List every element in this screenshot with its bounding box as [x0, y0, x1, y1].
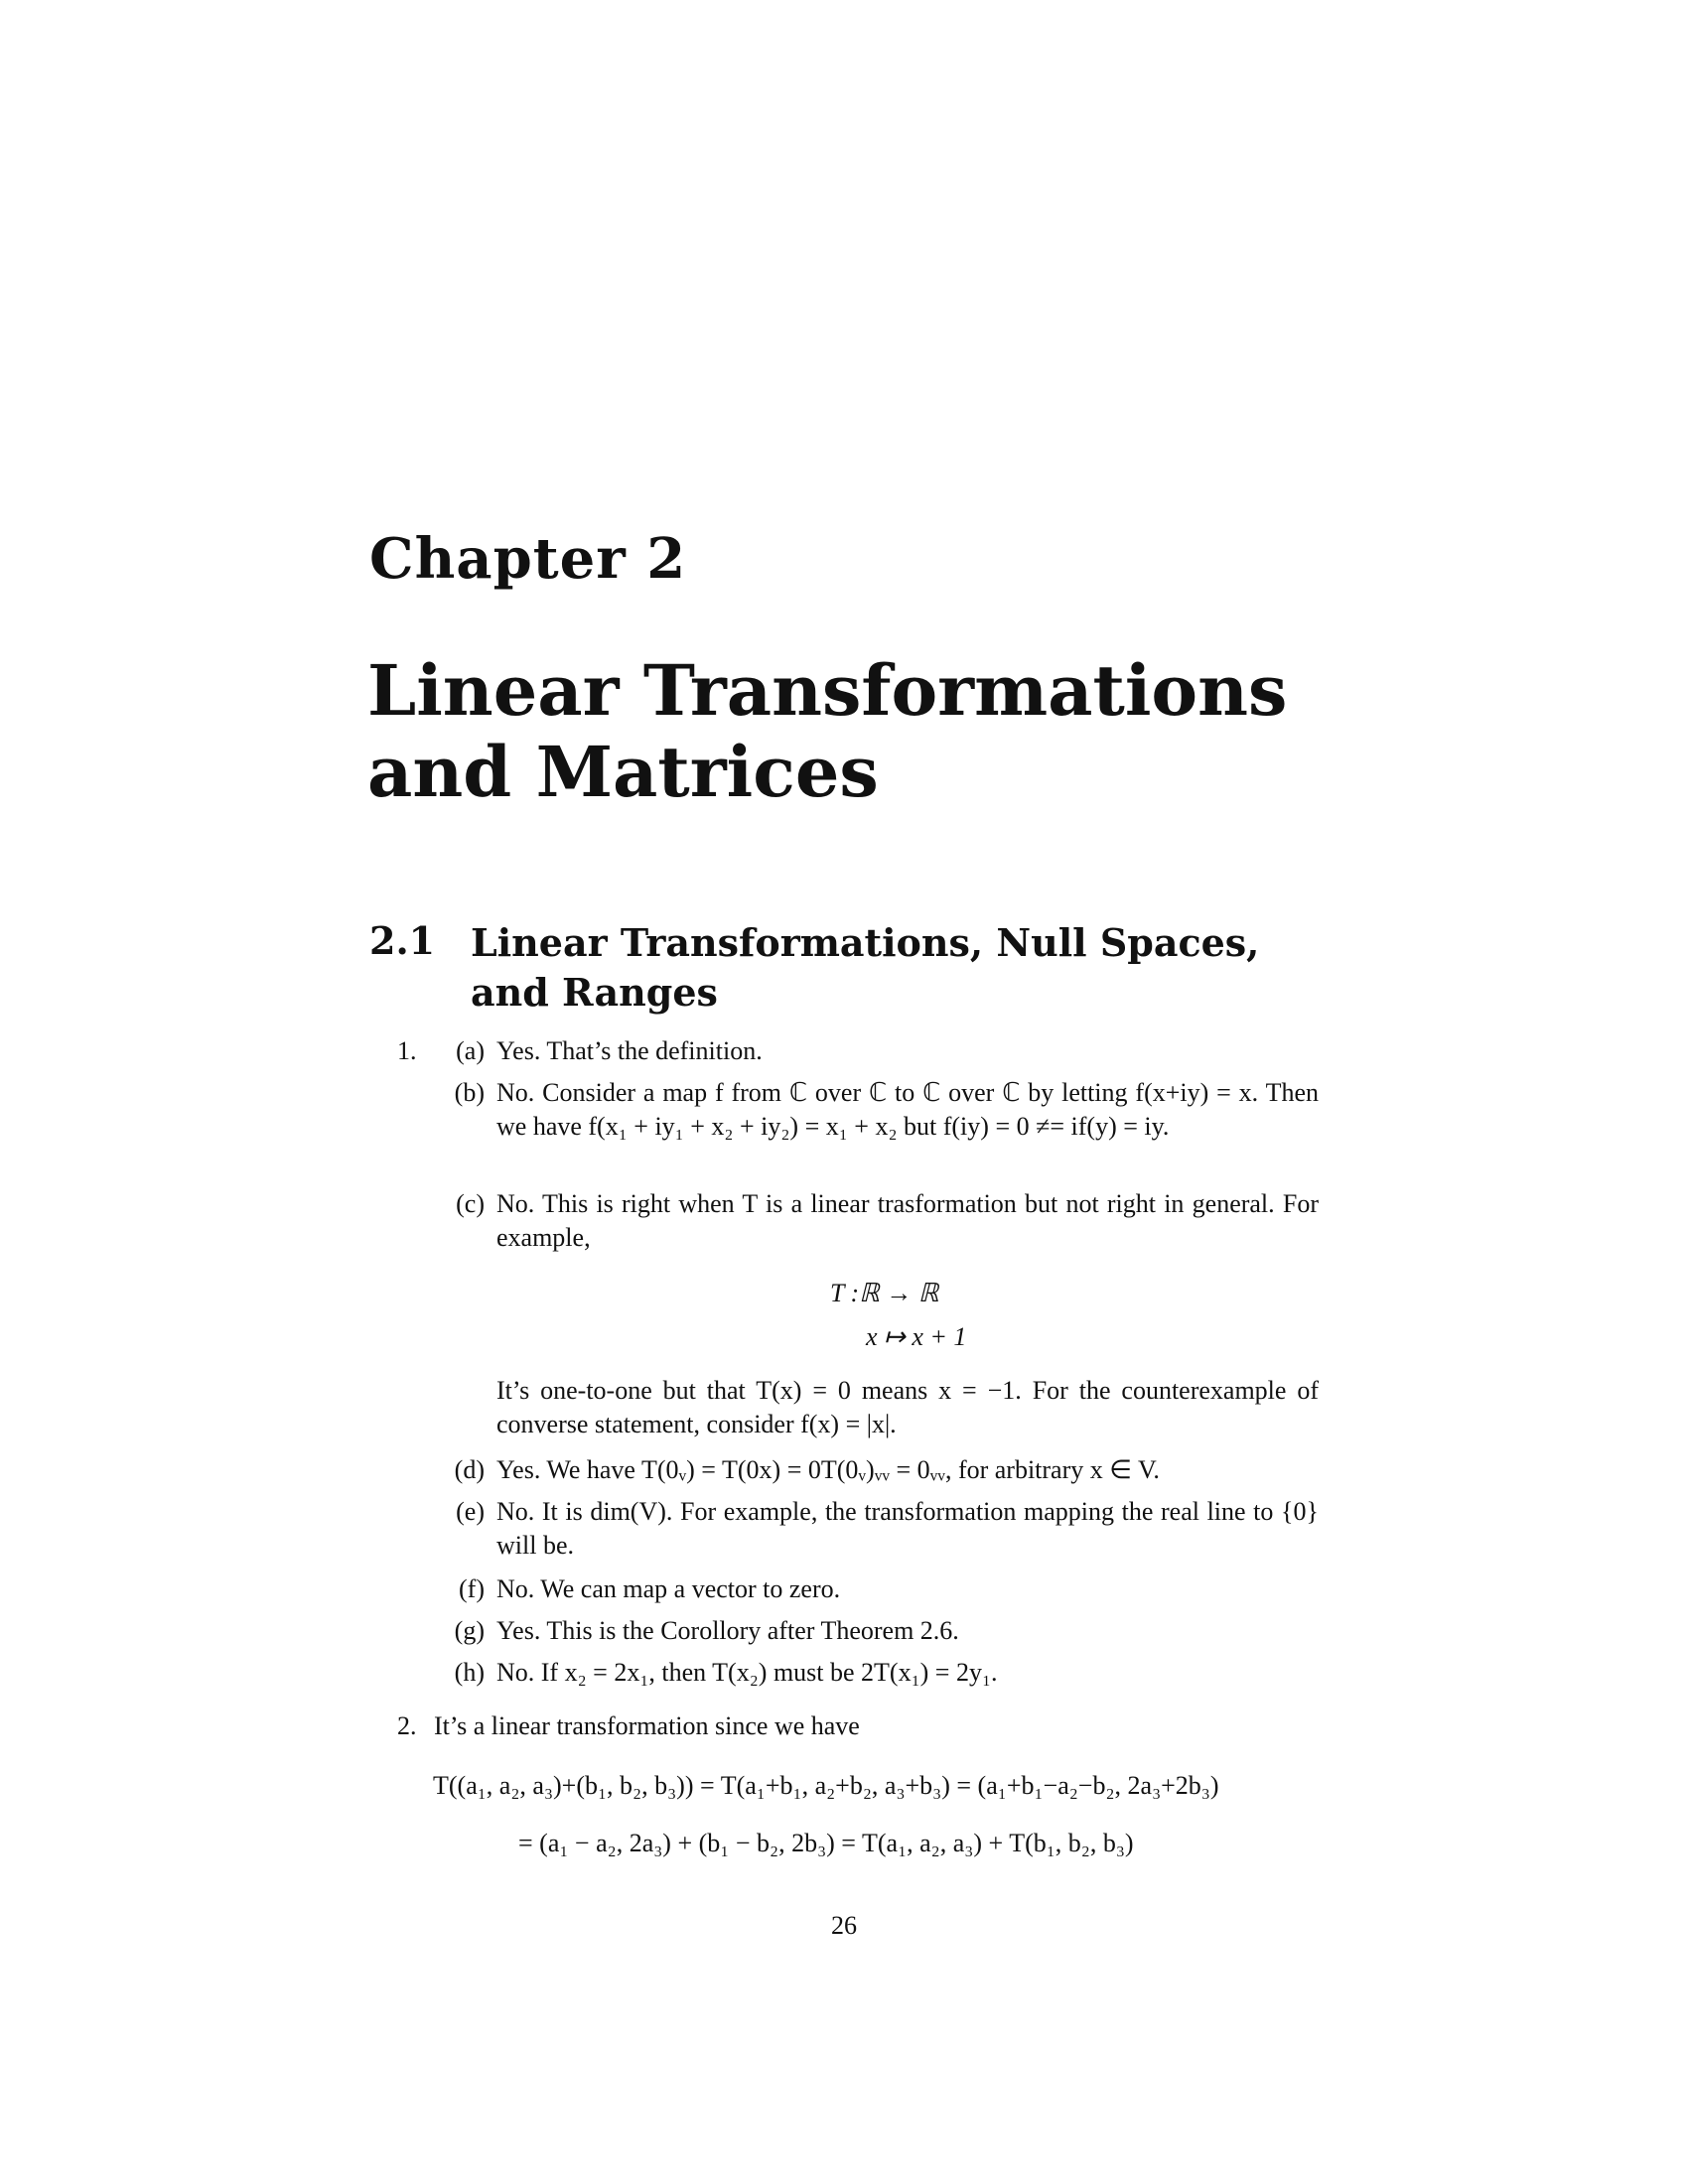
section-title: Linear Transformations, Null Spaces, and Ranges: [471, 920, 1260, 1015]
item-text: No. Consider a map f from ℂ over ℂ to ℂ over ℂ by letting f(x+iy) = x. Then we have f(x₁ + iy₁ + x₂ + iy₂) = x₁ + x₂ but f(iy) = 0 ≠= if(y) = iy.: [496, 1078, 1319, 1141]
page-number: 26: [831, 1911, 857, 1940]
item-label: (a): [456, 1036, 485, 1065]
equation-line-1: T((a₁, a₂, a₃)+(b₁, b₂, b₃)) = T(a₁+b₁, a₂+b₂, a₃+b₃) = (a₁+b₁−a₂−b₂, 2a₃+2b₃): [433, 1771, 1219, 1800]
problem-1-number: 1.: [397, 1036, 417, 1065]
item-label: (c): [456, 1189, 485, 1218]
display-math-rule: x ↦ x + 1: [866, 1322, 967, 1351]
item-text: Yes. We have T(0ᵥ) = T(0x) = 0T(0ᵥ)ᵥᵥ = 0ᵥᵥ, for arbitrary x ∈ V.: [496, 1455, 1160, 1484]
item-text: Yes. This is the Corollory after Theorem 2.6.: [496, 1616, 959, 1645]
item-text: Yes. That’s the definition.: [496, 1036, 763, 1065]
section-number: 2.1: [369, 918, 436, 963]
item-label: (f): [459, 1574, 485, 1603]
item-label: (d): [454, 1455, 485, 1484]
display-math-map: T :ℝ → ℝ: [830, 1279, 939, 1307]
problem-2-text: It’s a linear transformation since we have: [434, 1711, 860, 1740]
chapter-title: Linear Transformations and Matrices: [367, 649, 1288, 813]
item-text-continued: It’s one-to-one but that T(x) = 0 means x = −1. For the counterexample of converse statement, consider f(x) = |x|.: [496, 1376, 1319, 1438]
item-text: No. We can map a vector to zero.: [496, 1574, 841, 1603]
item-text: No. It is dim(V). For example, the transformation mapping the real line to {0} will be.: [496, 1497, 1319, 1560]
item-label: (g): [454, 1616, 485, 1645]
item-text: No. If x₂ = 2x₁, then T(x₂) must be 2T(x₁) = 2y₁.: [496, 1658, 998, 1687]
item-label: (h): [454, 1658, 485, 1687]
chapter-label: Chapter 2: [369, 526, 687, 592]
equation-line-2: = (a₁ − a₂, 2a₃) + (b₁ − b₂, 2b₃) = T(a₁, a₂, a₃) + T(b₁, b₂, b₃): [518, 1829, 1134, 1857]
problem-2-number: 2.: [397, 1711, 417, 1740]
item-label: (e): [456, 1497, 485, 1526]
item-label: (b): [454, 1078, 485, 1107]
item-text: No. This is right when T is a linear trasformation but not right in general. For example,: [496, 1189, 1319, 1252]
